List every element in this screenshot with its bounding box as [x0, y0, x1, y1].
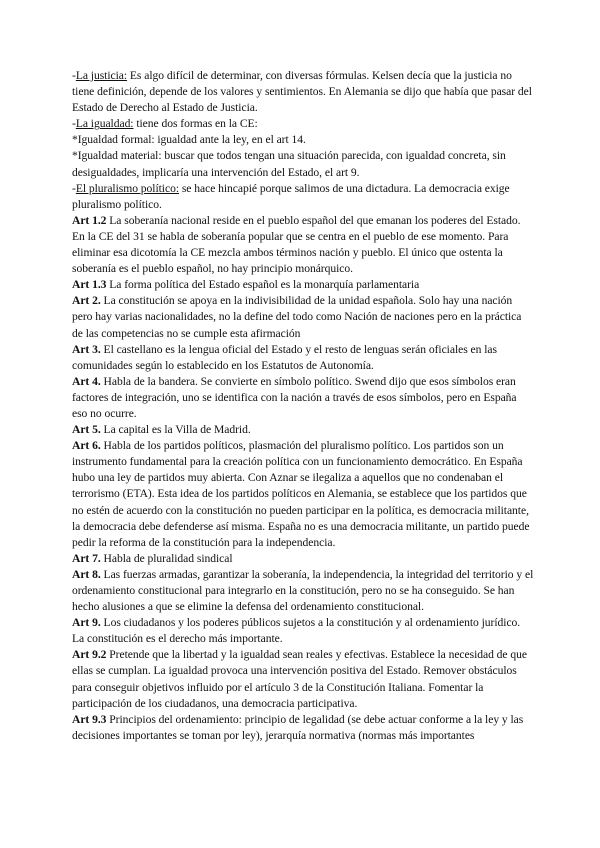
paragraph-text: Habla de pluralidad sindical	[100, 551, 233, 565]
paragraph-text: Habla de los partidos políticos, plasmación del pluralismo político. Los partidos son un instrumento fundamental para la creación política con un funcionamiento democrático. En España hubo una ley de partidos muy abierta. Con Aznar se ilegaliza a aquellos que no condenaban el terrorismo (ETA). Esta idea de los partidos políticos en Alemania, se establece que los partidos que no estén de acuerdo con la constitución no pueden participar en la política, es democracia militante, la democracia debe defenderse así misma. España no es una democracia militante, un partido puede pedir la reforma de la constitución para la independencia.	[72, 439, 530, 549]
term-justicia: La justicia:	[75, 69, 128, 82]
paragraph-art-7	[72, 551, 534, 567]
paragraph-text: Habla de la bandera. Se convierte en símbolo político. Swend dijo que esos símbolos eran factores de integración, uno se identifica con la nación a través de esos símbolos, pero en España eso no ocurre.	[72, 374, 517, 420]
paragraph-text: La capital es la Villa de Madrid.	[100, 423, 251, 437]
paragraph-art-3	[72, 342, 534, 374]
paragraph-text: se hace hincapié porque salimos de una dictadura. La democracia exige pluralismo político.	[72, 181, 510, 211]
article-number: Art 9.3	[72, 712, 107, 726]
paragraph-igualdad-material	[72, 148, 534, 180]
term-igualdad: La igualdad:	[75, 117, 134, 131]
article-number: Art 4.	[72, 374, 101, 388]
article-number: Art 9.	[72, 616, 101, 630]
paragraph-text: El castellano es la lengua oficial del Estado y el resto de lenguas serán oficiales en las comunidades según lo establecido en los Estatutos de Autonomía.	[72, 342, 497, 372]
article-number: Art 1.3	[72, 278, 107, 292]
paragraph-text: Pretende que la libertad y la igualdad sean reales y efectivas. Establece la necesidad de que ellas se cumplan. La igualdad provoca una intervención positiva del Estado. Remover obstáculos para conseguir objetivos influido por el artículo 3 de la Constitución Italiana. Fomentar la participación de los ciudadanos, una democracia participativa.	[72, 648, 527, 710]
paragraph-art-8	[72, 567, 534, 615]
paragraph-art-4	[72, 374, 534, 422]
paragraph-text: *Igualdad material: buscar que todos tengan una situación parecida, con igualdad concreta, sin desigualdades, implicaría una intervención del Estado, el art 9.	[72, 149, 506, 179]
paragraph-art-1-3	[72, 277, 534, 293]
paragraph-text: La soberanía nacional reside en el pueblo español del que emanan los poderes del Estado. En la CE del 31 se habla de soberanía popular que se centra en el pueblo de ese momento. Para eliminar esa dicotomía la CE mezcla ambos términos nación y pueblo. El único que ostenta la soberanía es el pueblo español, no hay principio monárquico.	[72, 213, 521, 276]
paragraph-igualdad-formal	[72, 132, 534, 148]
paragraph-art-1-2	[72, 213, 534, 277]
dash: -	[72, 117, 76, 131]
dash: -	[72, 181, 76, 195]
article-number: Art 8.	[72, 567, 101, 581]
paragraph-art-6	[72, 438, 534, 551]
paragraph-text: Es algo difícil de determinar, con diversas fórmulas. Kelsen decía que la justicia no tiene definición, depende de los valores y sentimientos. En Alemania se dijo que había que pasar del Estado de Derecho al Estado de Justicia.	[72, 69, 532, 115]
paragraph-text: Principios del ordenamiento: principio de legalidad (se debe actuar conforme a la ley y las decisiones importantes se toman por ley), jerarquía normativa (normas más importantes	[72, 712, 524, 742]
paragraph-art-9-2	[72, 647, 534, 711]
paragraph-text: tiene dos formas en la CE:	[133, 117, 258, 131]
paragraph-art-2	[72, 293, 534, 341]
paragraph-text: Los ciudadanos y los poderes públicos sujetos a la constitución y al ordenamiento jurídico. La constitución es el derecho más importante.	[72, 616, 521, 646]
article-number: Art 6.	[72, 439, 101, 453]
paragraph-text: La constitución se apoya en la indivisibilidad de la unidad española. Solo hay una nación pero hay varias nacionalidades, no la define del todo como Nación de naciones pero en la práctica de las competencias no se cumple esta afirmación	[72, 294, 522, 340]
document-page	[72, 68, 534, 744]
dash: -	[72, 69, 76, 82]
article-number: Art 2.	[72, 294, 101, 308]
article-number: Art 3.	[72, 342, 101, 356]
paragraph-text: *Igualdad formal: igualdad ante la ley, en el art 14.	[72, 133, 306, 147]
paragraph-pluralismo	[72, 181, 534, 213]
paragraph-text: La forma política del Estado español es la monarquía parlamentaria	[106, 278, 420, 292]
paragraph-text: Las fuerzas armadas, garantizar la soberanía, la independencia, la integridad del territorio y el ordenamiento constitucional para integrarlo en la constitución, pero no se ha conseguido. Se han hecho alusiones a que se elimine la defensa del ordenamiento constitucional.	[72, 567, 534, 614]
article-number: Art 5.	[72, 423, 101, 437]
term-pluralismo: El pluralismo político:	[75, 181, 179, 195]
article-number: Art 1.2	[72, 213, 107, 227]
article-number: Art 9.2	[72, 648, 107, 662]
paragraph-art-9-3	[72, 712, 534, 744]
paragraph-art-5	[72, 422, 534, 438]
paragraph-art-9	[72, 615, 534, 647]
paragraph-justicia	[72, 68, 534, 116]
paragraph-igualdad	[72, 116, 534, 132]
article-number: Art 7.	[72, 551, 101, 565]
